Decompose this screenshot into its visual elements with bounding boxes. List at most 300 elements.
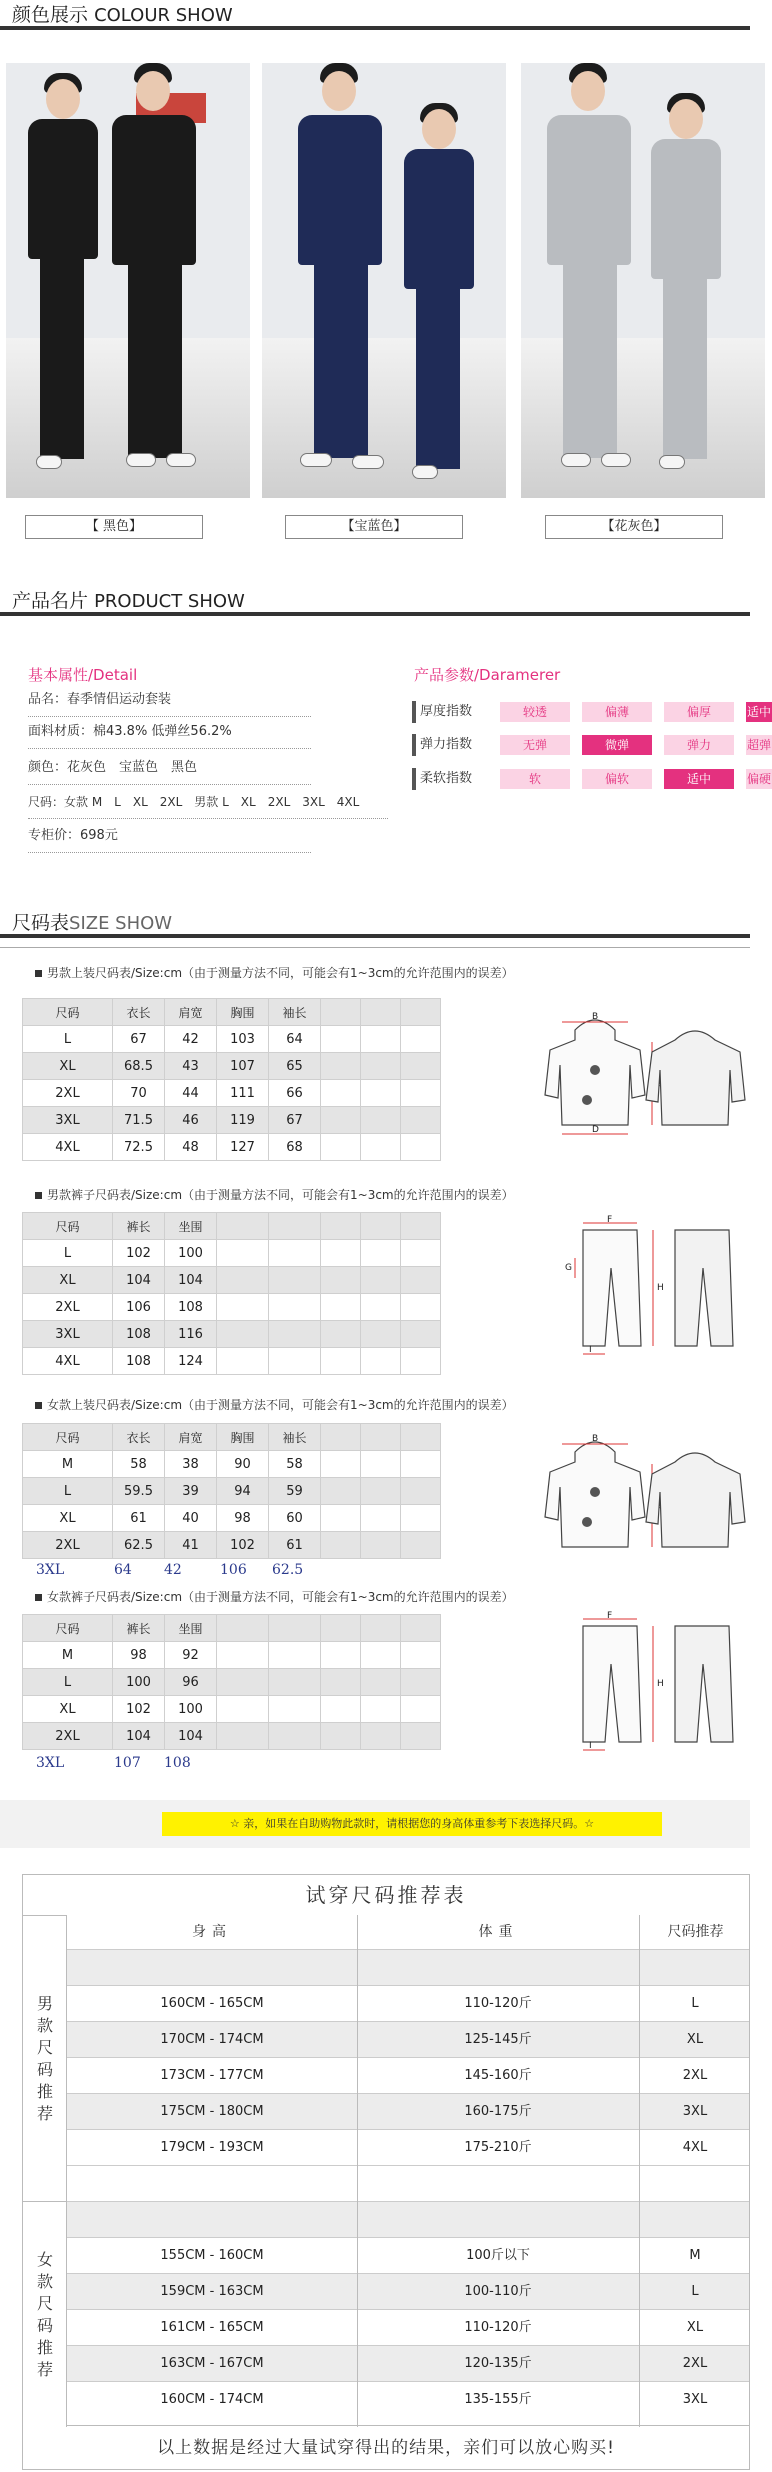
table-cell: 48	[165, 1134, 217, 1161]
table-cell	[401, 1424, 441, 1451]
table-cell: 160-175斤	[464, 2104, 532, 2119]
table-cell	[361, 1478, 401, 1505]
table-cell: 108	[165, 1294, 217, 1321]
table-cell	[401, 1134, 441, 1161]
extra-cell: 42	[164, 1562, 182, 1578]
table-cell	[361, 1723, 401, 1750]
table-cell: XL	[23, 1267, 113, 1294]
table-header-row	[23, 999, 441, 1026]
table-row	[23, 1642, 441, 1669]
table-cell: 衣长	[113, 999, 165, 1026]
table-cell	[321, 1451, 361, 1478]
pants-measure-diagram	[555, 1611, 750, 1754]
table-cell	[361, 1134, 401, 1161]
women-top-extra-row	[22, 1562, 322, 1582]
table-row	[23, 1240, 441, 1267]
table-cell	[321, 1348, 361, 1375]
table-cell	[321, 1505, 361, 1532]
table-cell	[321, 1321, 361, 1348]
table-cell: 39	[165, 1478, 217, 1505]
table-cell: 58	[113, 1451, 165, 1478]
product-title-cn: 产品名片	[12, 590, 89, 612]
table-cell	[217, 1267, 269, 1294]
param-title: 产品参数/Daramerer	[414, 666, 561, 684]
table-row	[23, 1080, 441, 1107]
svg-text:B: B	[592, 1012, 599, 1022]
side-label-char: 女	[36, 2250, 53, 2269]
table-row	[23, 2345, 749, 2381]
table-cell: 3XL	[23, 1321, 113, 1348]
table-cell	[401, 999, 441, 1026]
table-cell: 163CM - 167CM	[160, 2356, 264, 2371]
table-row	[23, 2129, 749, 2165]
table-cell: 145-160斤	[464, 2068, 532, 2083]
table-cell	[401, 1348, 441, 1375]
table-cell: 68.5	[113, 1053, 165, 1080]
women-pants-extra-row	[22, 1755, 322, 1775]
table-row	[23, 1505, 441, 1532]
table-cell	[269, 1321, 321, 1348]
table-row	[23, 2165, 749, 2201]
table-cell	[269, 1723, 321, 1750]
table-cell: XL	[686, 2320, 704, 2335]
side-label-char: 款	[36, 2016, 53, 2035]
table-cell	[401, 1026, 441, 1053]
table-cell: 107	[217, 1053, 269, 1080]
table-cell: XL	[23, 1505, 113, 1532]
table-cell: 2XL	[23, 1723, 113, 1750]
size-recommendation-table	[22, 1874, 750, 2470]
table-cell: 尺码	[23, 1213, 113, 1240]
table-cell	[321, 1213, 361, 1240]
table-cell: 108	[113, 1348, 165, 1375]
table-cell: 160CM - 174CM	[160, 2392, 264, 2407]
table-cell: 66	[269, 1080, 321, 1107]
table-cell	[401, 1505, 441, 1532]
table-cell: 4XL	[23, 1348, 113, 1375]
table-cell: 坐围	[165, 1615, 217, 1642]
table-cell: 124	[165, 1348, 217, 1375]
table-cell: 肩宽	[165, 1424, 217, 1451]
table-row	[23, 1669, 441, 1696]
table-cell: 4XL	[682, 2140, 708, 2155]
table-cell: 61	[113, 1505, 165, 1532]
table-cell: M	[23, 1642, 113, 1669]
table-cell: XL	[23, 1053, 113, 1080]
table-cell: 161CM - 165CM	[160, 2320, 264, 2335]
detail-title: 基本属性/Detail	[28, 666, 138, 684]
recommend-footer: 以上数据是经过大量试穿得出的结果，亲们可以放心购买!	[23, 2425, 749, 2469]
table-cell: 102	[217, 1532, 269, 1559]
table-cell	[361, 1294, 401, 1321]
table-cell	[321, 1532, 361, 1559]
index-option: 适中	[746, 702, 772, 722]
table-cell	[269, 1240, 321, 1267]
table-cell: 3XL	[23, 1107, 113, 1134]
table-header-row	[23, 1615, 441, 1642]
table-cell: 59.5	[113, 1478, 165, 1505]
table-cell: 98	[113, 1642, 165, 1669]
table-cell: 裤长	[113, 1213, 165, 1240]
detail-price: 专柜价：698元	[28, 823, 311, 853]
table-cell	[217, 1240, 269, 1267]
table-cell: 94	[217, 1478, 269, 1505]
table-cell: 135-155斤	[464, 2392, 532, 2407]
index-option: 偏硬	[746, 769, 772, 789]
side-label-char: 尺	[36, 2038, 53, 2057]
table-cell: 尺码	[23, 999, 113, 1026]
table-row	[23, 1451, 441, 1478]
men-side-label	[23, 1915, 67, 2201]
table-cell: 3XL	[682, 2392, 708, 2407]
table-cell: 125-145斤	[464, 2032, 532, 2047]
table-cell: 41	[165, 1532, 217, 1559]
hoodie-measure-diagram	[540, 1432, 750, 1562]
table-cell: 袖长	[269, 999, 321, 1026]
table-row	[23, 2201, 749, 2237]
table-cell: 43	[165, 1053, 217, 1080]
table-row	[23, 2237, 749, 2273]
table-cell	[217, 1696, 269, 1723]
table-row	[23, 2093, 749, 2129]
index-option: 软	[500, 769, 570, 789]
table-cell	[361, 1696, 401, 1723]
table-cell	[361, 1642, 401, 1669]
table-row	[23, 1053, 441, 1080]
table-cell: 119	[217, 1107, 269, 1134]
table-cell: 4XL	[23, 1134, 113, 1161]
table-cell	[401, 1669, 441, 1696]
table-cell: 104	[113, 1267, 165, 1294]
size-table-title: 男款裤子尺码表/Size:cm（由于测量方法不同，可能会有1~3cm的允许范围内的误差）	[35, 1186, 514, 1203]
col-size-header: 尺码推荐	[639, 1915, 751, 1949]
table-cell	[321, 999, 361, 1026]
table-cell	[217, 1669, 269, 1696]
table-cell: 60	[269, 1505, 321, 1532]
table-cell	[361, 1532, 401, 1559]
table-cell: 62.5	[113, 1532, 165, 1559]
index-name: 厚度指数	[412, 701, 490, 723]
table-cell: 100-110斤	[464, 2284, 532, 2299]
table-cell	[217, 1321, 269, 1348]
side-label-char: 尺	[36, 2294, 53, 2313]
table-cell: 100	[113, 1669, 165, 1696]
table-cell: 2XL	[682, 2356, 708, 2371]
table-cell	[361, 1267, 401, 1294]
size-notice: ☆ 亲，如果在自助购物此款时，请根据您的身高体重参考下表选择尺码。☆	[162, 1812, 662, 1836]
table-cell: 61	[269, 1532, 321, 1559]
table-row	[23, 1321, 441, 1348]
table-cell: 40	[165, 1505, 217, 1532]
table-cell: 3XL	[682, 2104, 708, 2119]
table-cell: 尺码	[23, 1615, 113, 1642]
table-cell	[217, 1213, 269, 1240]
table-row	[23, 1107, 441, 1134]
side-label-char: 码	[36, 2060, 53, 2079]
table-cell: 68	[269, 1134, 321, 1161]
table-cell: 38	[165, 1451, 217, 1478]
table-cell: 110-120斤	[464, 1996, 532, 2011]
table-row	[23, 1723, 441, 1750]
table-cell	[217, 1642, 269, 1669]
women-top-size-table	[22, 1423, 441, 1559]
svg-text:G: G	[565, 1263, 572, 1273]
table-cell: 96	[165, 1669, 217, 1696]
swatch-label-grey: 【花灰色】	[545, 515, 723, 539]
table-cell	[269, 1615, 321, 1642]
side-label-char: 荐	[36, 2360, 53, 2379]
table-cell: 90	[217, 1451, 269, 1478]
table-cell	[269, 1696, 321, 1723]
svg-text:D: D	[592, 1125, 599, 1135]
table-cell	[321, 1424, 361, 1451]
table-cell	[321, 1478, 361, 1505]
table-cell: 尺码	[23, 1424, 113, 1451]
hoodie-measure-diagram	[540, 1010, 750, 1140]
table-cell: 175CM - 180CM	[160, 2104, 264, 2119]
recommend-title: 试穿尺码推荐表	[305, 1883, 467, 1907]
men-pants-size-table	[22, 1212, 441, 1375]
table-row	[23, 1134, 441, 1161]
table-cell	[321, 1267, 361, 1294]
table-cell: L	[691, 1996, 699, 2011]
table-cell: 胸围	[217, 999, 269, 1026]
table-cell: M	[689, 2248, 701, 2263]
table-cell: 102	[113, 1240, 165, 1267]
table-cell: 116	[165, 1321, 217, 1348]
table-cell: 111	[217, 1080, 269, 1107]
table-cell: 104	[113, 1723, 165, 1750]
table-cell: 袖长	[269, 1424, 321, 1451]
table-cell	[361, 1321, 401, 1348]
table-cell	[321, 1723, 361, 1750]
table-cell	[361, 999, 401, 1026]
table-cell	[401, 1723, 441, 1750]
index-option: 偏薄	[582, 702, 652, 722]
table-row	[23, 1348, 441, 1375]
table-cell: 110-120斤	[464, 2320, 532, 2335]
table-cell	[321, 1294, 361, 1321]
table-cell	[361, 1053, 401, 1080]
column-divider	[639, 1915, 640, 2427]
table-cell	[401, 1451, 441, 1478]
table-cell	[401, 1532, 441, 1559]
table-cell	[361, 1348, 401, 1375]
table-cell	[401, 1053, 441, 1080]
table-cell: 92	[165, 1642, 217, 1669]
table-cell	[321, 1080, 361, 1107]
table-header-row	[23, 1213, 441, 1240]
table-row	[23, 1267, 441, 1294]
table-cell: 67	[113, 1026, 165, 1053]
index-option: 无弹	[500, 735, 570, 755]
table-cell	[217, 1615, 269, 1642]
svg-text:H: H	[657, 1283, 664, 1293]
table-cell	[217, 1294, 269, 1321]
table-cell	[401, 1478, 441, 1505]
index-option: 超弹	[746, 735, 772, 755]
side-label-char: 推	[36, 2082, 53, 2101]
table-cell: XL	[686, 2032, 704, 2047]
table-cell	[361, 1240, 401, 1267]
table-cell: L	[23, 1478, 113, 1505]
svg-text:F: F	[607, 1215, 613, 1225]
table-cell: 46	[165, 1107, 217, 1134]
svg-text:F: F	[607, 1611, 613, 1621]
table-cell: 173CM - 177CM	[160, 2068, 264, 2083]
detail-colors: 颜色：花灰色 宝蓝色 黑色	[28, 755, 311, 785]
table-cell	[321, 1696, 361, 1723]
table-cell: 64	[269, 1026, 321, 1053]
table-cell: 155CM - 160CM	[160, 2248, 264, 2263]
index-option: 适中	[664, 769, 734, 789]
side-label-char: 推	[36, 2338, 53, 2357]
table-row	[23, 1949, 749, 1985]
colour-section-header	[0, 0, 750, 30]
table-cell: 2XL	[23, 1294, 113, 1321]
table-cell	[269, 1294, 321, 1321]
table-cell	[361, 1213, 401, 1240]
table-cell	[321, 1026, 361, 1053]
side-label-char: 荐	[36, 2104, 53, 2123]
table-cell	[321, 1134, 361, 1161]
table-row	[23, 2309, 749, 2345]
table-cell: 170CM - 174CM	[160, 2032, 264, 2047]
index-option: 弹力	[664, 735, 734, 755]
index-option: 偏厚	[664, 702, 734, 722]
table-cell: 103	[217, 1026, 269, 1053]
table-cell: L	[23, 1669, 113, 1696]
table-row	[23, 2273, 749, 2309]
table-cell	[401, 1294, 441, 1321]
col-height-header: 身高	[192, 1924, 232, 1940]
table-cell: 65	[269, 1053, 321, 1080]
svg-text:I: I	[589, 1741, 592, 1751]
photo-navy	[262, 63, 506, 498]
table-cell: 2XL	[682, 2068, 708, 2083]
table-cell: 70	[113, 1080, 165, 1107]
product-section-header	[0, 586, 750, 616]
women-pants-size-table	[22, 1614, 441, 1750]
table-cell	[401, 1696, 441, 1723]
extra-cell: 106	[220, 1562, 247, 1578]
table-cell: 胸围	[217, 1424, 269, 1451]
men-top-size-table	[22, 998, 441, 1161]
table-cell: 67	[269, 1107, 321, 1134]
table-cell	[401, 1267, 441, 1294]
table-cell: 衣长	[113, 1424, 165, 1451]
size-title-en: SIZE SHOW	[69, 913, 173, 934]
table-cell: L	[23, 1240, 113, 1267]
pants-measure-diagram	[555, 1215, 750, 1358]
table-cell	[401, 1080, 441, 1107]
table-cell	[361, 1451, 401, 1478]
table-cell: 42	[165, 1026, 217, 1053]
table-cell: 179CM - 193CM	[160, 2140, 264, 2155]
table-cell: 59	[269, 1478, 321, 1505]
table-row	[23, 2057, 749, 2093]
table-cell: 102	[113, 1696, 165, 1723]
table-cell	[217, 1723, 269, 1750]
table-cell: 2XL	[23, 1532, 113, 1559]
swatch-label-navy: 【宝蓝色】	[285, 515, 463, 539]
table-cell: 44	[165, 1080, 217, 1107]
table-cell: 127	[217, 1134, 269, 1161]
svg-text:H: H	[657, 1679, 664, 1689]
table-cell: 2XL	[23, 1080, 113, 1107]
index-option: 微弹	[582, 735, 652, 755]
table-row	[23, 1532, 441, 1559]
detail-material: 面料材质：棉43.8% 低弹丝56.2%	[28, 719, 311, 749]
table-cell: 72.5	[113, 1134, 165, 1161]
women-side-label	[23, 2201, 67, 2427]
extra-cell: 3XL	[36, 1562, 65, 1578]
size-title-cn: 尺码表	[12, 912, 70, 934]
col-weight-header: 体重	[357, 1915, 639, 1949]
size-section-header	[0, 900, 750, 938]
index-option: 较透	[500, 702, 570, 722]
table-cell: 175-210斤	[464, 2140, 532, 2155]
column-divider	[357, 1915, 358, 2427]
table-cell: 坐围	[165, 1213, 217, 1240]
table-cell: 100	[165, 1696, 217, 1723]
table-cell	[401, 1642, 441, 1669]
table-cell	[361, 1615, 401, 1642]
table-cell: 104	[165, 1723, 217, 1750]
table-cell: 108	[113, 1321, 165, 1348]
table-cell	[401, 1107, 441, 1134]
photo-grey	[521, 63, 765, 498]
extra-cell: 107	[114, 1755, 141, 1771]
photo-black	[6, 63, 250, 498]
table-cell	[269, 1267, 321, 1294]
table-cell: 120-135斤	[464, 2356, 532, 2371]
table-cell	[321, 1615, 361, 1642]
swatch-label-black: 【 黑色】	[25, 515, 203, 539]
colour-title-cn: 颜色展示	[12, 4, 89, 26]
extra-cell: 3XL	[36, 1755, 65, 1771]
table-cell: M	[23, 1451, 113, 1478]
side-label-char: 款	[36, 2272, 53, 2291]
index-name: 柔软指数	[412, 768, 490, 790]
table-cell	[361, 1080, 401, 1107]
table-cell	[321, 1642, 361, 1669]
table-header-row	[23, 1424, 441, 1451]
table-cell	[269, 1348, 321, 1375]
table-row	[23, 2021, 749, 2057]
product-title-en: PRODUCT SHOW	[94, 591, 245, 612]
table-row	[23, 1294, 441, 1321]
table-cell: 104	[165, 1267, 217, 1294]
side-label-char: 男	[36, 1994, 53, 2013]
size-table-title: 男款上装尺码表/Size:cm（由于测量方法不同，可能会有1~3cm的允许范围内的误差）	[35, 964, 514, 981]
table-cell: 71.5	[113, 1107, 165, 1134]
size-table-title: 女款裤子尺码表/Size:cm（由于测量方法不同，可能会有1~3cm的允许范围内的误差）	[35, 1588, 514, 1605]
side-label-char: 码	[36, 2316, 53, 2335]
table-cell	[361, 1505, 401, 1532]
table-cell: 98	[217, 1505, 269, 1532]
table-row	[23, 2381, 749, 2417]
table-cell	[361, 1669, 401, 1696]
table-cell: 106	[113, 1294, 165, 1321]
svg-text:B: B	[592, 1434, 599, 1444]
table-cell: 160CM - 165CM	[160, 1996, 264, 2011]
detail-sizes: 尺码：女款 M L XL 2XL 男款 L XL 2XL 3XL 4XL	[28, 789, 388, 819]
table-cell: L	[23, 1026, 113, 1053]
table-cell: 肩宽	[165, 999, 217, 1026]
detail-name: 品名：春季情侣运动套装	[28, 687, 311, 717]
table-cell	[361, 1424, 401, 1451]
